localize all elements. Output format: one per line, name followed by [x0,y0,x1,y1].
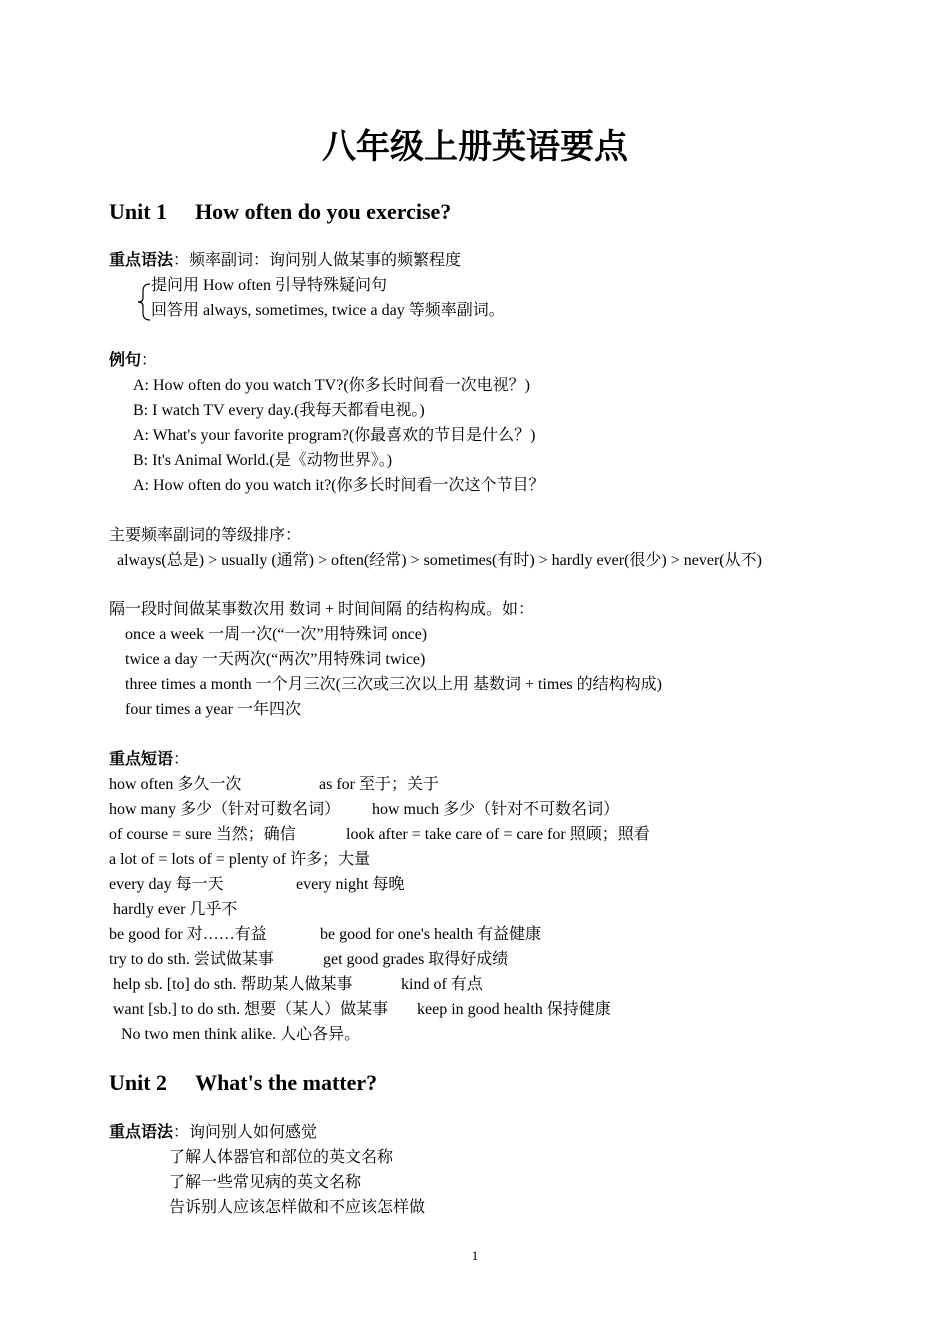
phrase-item: how often 多久一次 [109,776,242,793]
page-title: 八年级上册英语要点 [322,129,628,166]
phrase-item: be good for 对……有益 [109,926,267,943]
unit1-grammar-line [109,251,461,271]
phrase-item: help sb. [to] do sth. 帮助某人做某事 [113,976,353,993]
unit1-grammar-sub: 回答用 always, sometimes, twice a day 等频率副词。 [151,302,505,319]
phrase-item: want [sb.] to do sth. 想要（某人）做某事 [113,1001,389,1018]
phrase-item: how much 多少（针对不可数名词） [372,801,620,818]
unit2-title: What's the matter? [195,1070,378,1095]
phrase-item: hardly ever 几乎不 [113,901,238,918]
phrase-item: a lot of = lots of = plenty of 许多；大量 [109,851,371,868]
phrase-item: how many 多少（针对可数名词） [109,801,341,818]
interval-item: once a week 一周一次(“一次”用特殊词 once) [125,626,428,643]
example-sentence: A: What's your favorite program?(你最喜欢的节目是什么？) [133,427,536,444]
interval-item: twice a day 一天两次(“两次”用特殊词 twice) [125,651,426,668]
unit1-grammar-sub: 提问用 How often 引导特殊疑问句 [151,277,387,294]
phrase-item: No two men think alike. 人心各异。 [121,1026,361,1043]
unit1-phrases-label: 重点短语 [109,751,174,768]
unit1-heading [109,198,451,226]
phrase-item: as for 至于；关于 [319,776,439,793]
unit2-number: Unit 2 [109,1070,168,1095]
interval-item: four times a year 一年四次 [125,701,301,718]
unit2-grammar-label: 重点语法 [109,1124,174,1141]
phrase-item: every night 每晚 [296,876,405,893]
unit2-grammar-text: ：询问别人如何感觉 [173,1124,318,1141]
unit1-examples-heading [109,351,157,371]
unit2-grammar-sub: 了解一些常见病的英文名称 [169,1174,362,1191]
unit1-title: How often do you exercise? [195,199,452,224]
example-sentence: A: How often do you watch TV?(你多长时间看一次电视？) [133,377,530,394]
example-sentence: B: I watch TV every day.(我每天都看电视。) [133,402,425,419]
phrase-item: of course = sure 当然；确信 [109,826,296,843]
unit1-grammar-text: ：频率副词：询问别人做某事的频繁程度 [173,252,462,269]
unit1-phrases-colon: ： [173,751,190,768]
unit2-grammar-sub: 告诉别人应该怎样做和不应该怎样做 [169,1199,426,1216]
curly-brace-icon [136,282,152,322]
phrase-item: be good for one's health 有益健康 [320,926,542,943]
example-sentence: B: It's Animal World.(是《动物世界》。) [133,452,393,469]
unit2-heading [109,1069,377,1097]
page-number: 1 [471,1248,479,1263]
unit1-examples-label: 例句 [109,352,142,369]
phrase-item: try to do sth. 尝试做某事 [109,951,274,968]
phrase-item: keep in good health 保持健康 [417,1001,611,1018]
phrase-item: get good grades 取得好成绩 [323,951,509,968]
unit2-grammar-sub: 了解人体器官和部位的英文名称 [169,1149,394,1166]
example-sentence: A: How often do you watch it?(你多长时间看一次这个节目？ [133,477,545,494]
ranking-text: always(总是) > usually (通常) > often(经常) > sometimes(有时) > hardly ever(很少) > never(从不) [117,552,762,569]
phrase-item: look after = take care of = care for 照顾；照看 [346,826,650,843]
unit1-examples-colon: ： [141,352,158,369]
unit1-number: Unit 1 [109,199,168,224]
unit2-grammar-line [109,1123,317,1143]
phrase-item: kind of 有点 [401,976,483,993]
unit1-grammar-label: 重点语法 [109,252,174,269]
unit1-phrases-heading [109,750,189,770]
ranking-label: 主要频率副词的等级排序： [109,527,302,544]
phrase-item: every day 每一天 [109,876,224,893]
interval-item: three times a month 一个月三次(三次或三次以上用 基数词 + times 的结构构成) [125,676,662,693]
interval-intro: 隔一段时间做某事数次用 数词 + 时间间隔 的结构构成。如： [109,601,535,618]
